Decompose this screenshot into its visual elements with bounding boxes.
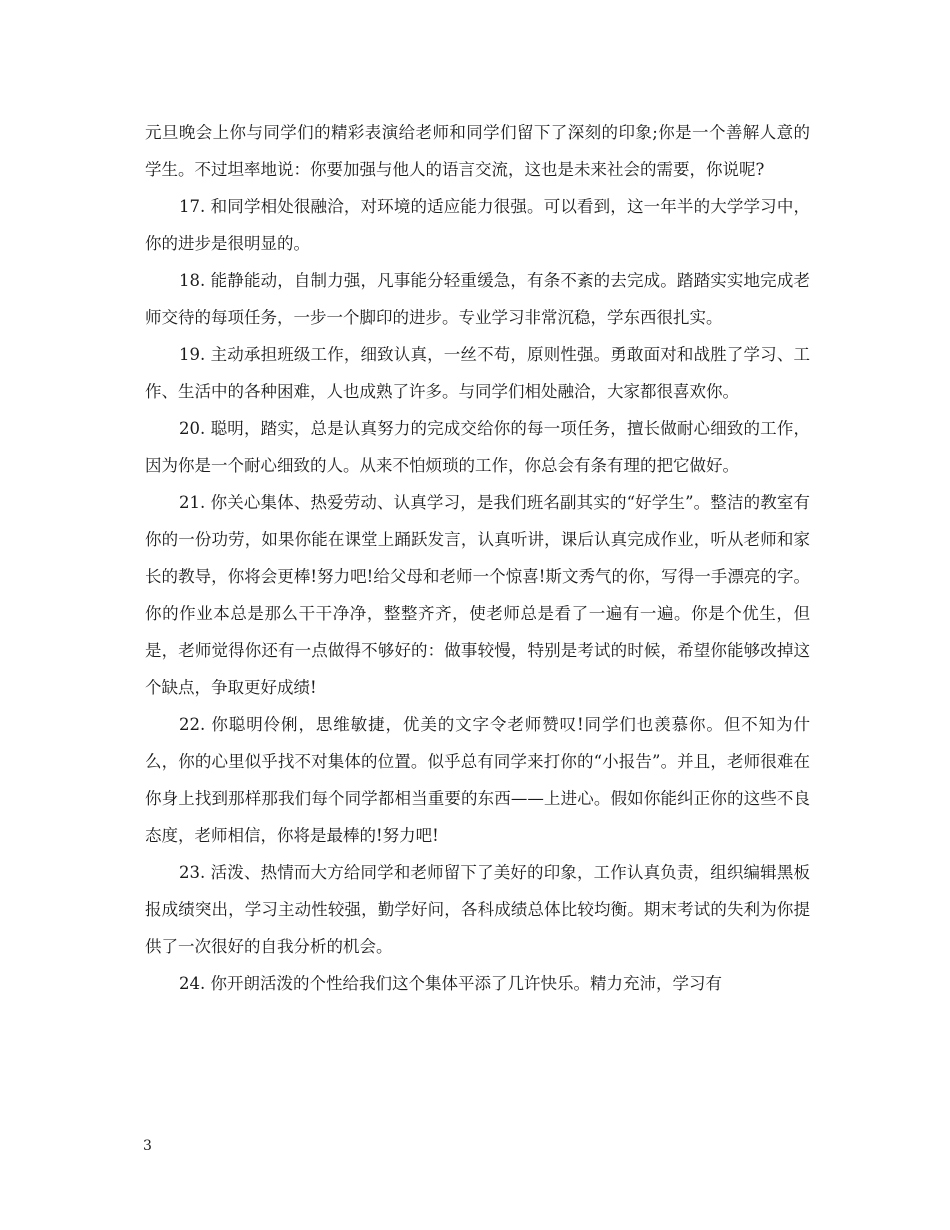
paragraph-24: 24. 你开朗活泼的个性给我们这个集体平添了几许快乐。精力充沛，学习有 <box>179 974 722 993</box>
paragraph-21: 21. 你关心集体、热爱劳动、认真学习，是我们班名副其实的“好学生”。整洁的教室有你的一份功劳，如果你能在课堂上踊跃发言，认真听讲，课后认真完成作业，听从老师和家长的教导，你将会更棒!努力吧!给父母和老师一个惊喜!斯文秀气的你，写得一手漂亮的字。你的作业本总是那么干干净净，整整齐齐，使老师总是看了一遍有一遍。你是个优生，但是，老师觉得你还有一点做得不够好的：做事较慢，特别是考试的时候，希望你能够改掉这个缺点，争取更好成绩! <box>145 493 810 697</box>
paragraph-18: 18. 能静能动，自制力强，凡事能分轻重缓急，有条不紊的去完成。踏踏实实地完成老师交待的每项任务，一步一个脚印的进步。专业学习非常沉稳，学东西很扎实。 <box>145 271 810 327</box>
paragraph-23: 23. 活泼、热情而大方给同学和老师留下了美好的印象，工作认真负责，组织编辑黑板报成绩突出，学习主动性较强，勤学好问，各科成绩总体比较均衡。期末考试的失利为你提供了一次很好的自我分析的机会。 <box>145 863 810 956</box>
paragraph-17: 17. 和同学相处很融洽，对环境的适应能力很强。可以看到，这一年半的大学学习中，你的进步是很明显的。 <box>145 197 810 253</box>
page-number: 3 <box>143 1138 152 1154</box>
paragraph-19: 19. 主动承担班级工作，细致认真，一丝不苟，原则性强。勇敢面对和战胜了学习、工作、生活中的各种困难，人也成熟了许多。与同学们相处融洽，大家都很喜欢你。 <box>145 345 810 401</box>
paragraph-22: 22. 你聪明伶俐，思维敏捷，优美的文字令老师赞叹!同学们也羡慕你。但不知为什么，你的心里似乎找不对集体的位置。似乎总有同学来打你的“小报告”。并且，老师很难在你身上找到那样那我们每个同学都相当重要的东西——上进心。假如你能纠正你的这些不良态度，老师相信，你将是最棒的!努力吧! <box>145 715 810 845</box>
paragraph-continuation: 元旦晚会上你与同学们的精彩表演给老师和同学们留下了深刻的印象;你是一个善解人意的学生。不过坦率地说：你要加强与他人的语言交流，这也是未来社会的需要，你说呢? <box>145 123 810 179</box>
document-body <box>145 114 810 1002</box>
paragraph-20: 20. 聪明，踏实，总是认真努力的完成交给你的每一项任务，擅长做耐心细致的工作，因为你是一个耐心细致的人。从来不怕烦琐的工作，你总会有条有理的把它做好。 <box>145 419 810 475</box>
